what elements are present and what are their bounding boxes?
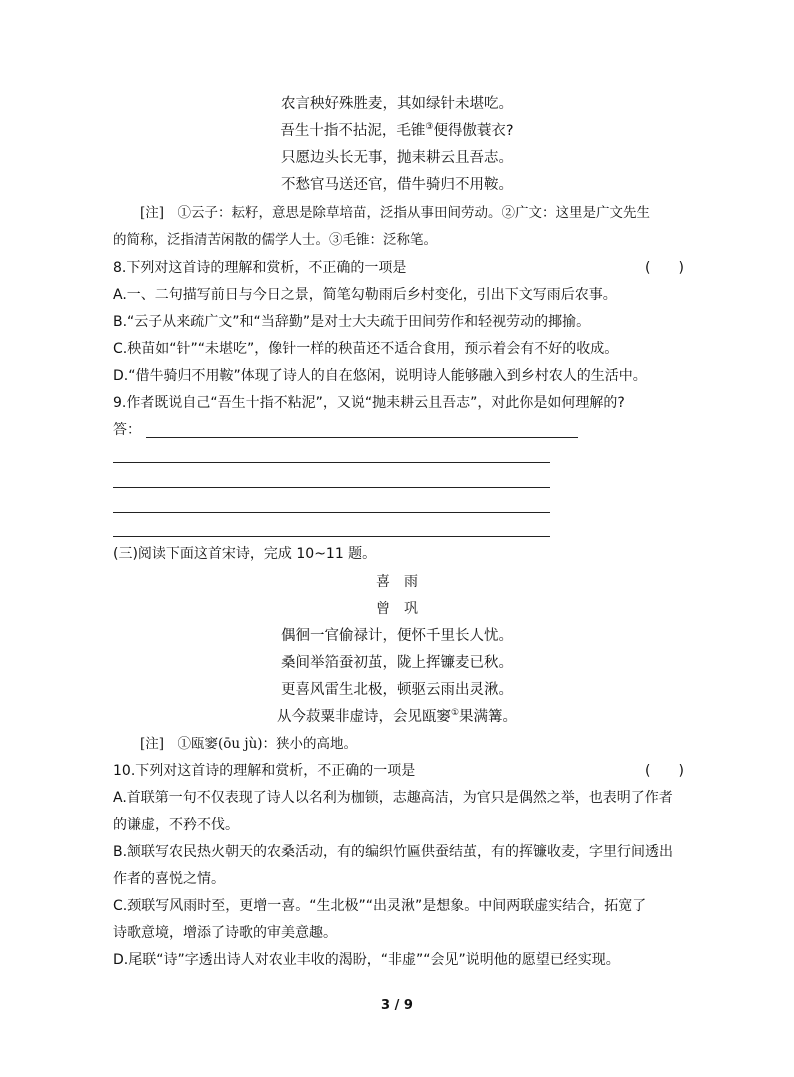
answer-line[interactable] bbox=[146, 437, 578, 438]
poem1-line-4: 不愁官马送还官，借牛骑归不用鞍。 bbox=[281, 177, 513, 193]
q8-option-d: D.“借牛骑归不用鞍”体现了诗人的自在悠闲，说明诗人能够融入到乡村农人的生活中。 bbox=[113, 368, 647, 384]
note1-line-1: [注] ①云子：耘籽，意思是除草培苗，泛指从事田间劳动。②广文：这里是广文先生 bbox=[140, 205, 651, 221]
q8-option-b: B.“云子从来疏广文”和“当辞勤”是对士大夫疏于田间劳作和轻视劳动的揶揄。 bbox=[113, 314, 591, 330]
q8-answer-paren: ( ) bbox=[645, 260, 684, 276]
q10-option-b-line2: 作者的喜悦之情。 bbox=[113, 871, 225, 887]
answer-line[interactable] bbox=[113, 462, 550, 463]
poem1-line-2-a: 吾生十指不拈泥，毛锥 bbox=[280, 123, 426, 139]
poem1-line-2-b: 便得傲蓑衣? bbox=[433, 123, 514, 139]
q8-option-c: C.秧苗如“针”“未堪吃”，像针一样的秧苗还不适合食用，预示着会有不好的收成。 bbox=[113, 341, 619, 357]
poem1-line-3: 只愿边头长无事，抛耒耕云且吾志。 bbox=[281, 150, 513, 166]
q9-answer-label: 答： bbox=[113, 422, 141, 438]
footnote-mark: ③ bbox=[425, 122, 434, 133]
q9-stem: 9.作者既说自己“吾生十指不粘泥”，又说“抛耒耕云且吾志”，对此你是如何理解的? bbox=[113, 395, 625, 411]
answer-line[interactable] bbox=[113, 487, 550, 488]
q10-option-b-line1: B.颔联写农民热火朝天的农桑活动，有的编织竹匾供蚕结茧，有的挥镰收麦，字里行间透出 bbox=[113, 844, 674, 860]
footnote-mark: ① bbox=[450, 708, 460, 719]
note2: [注] ①瓯窭(ōu jù)：狭小的高地。 bbox=[140, 736, 358, 752]
q8-stem: 8.下列对这首诗的理解和赏析，不正确的一项是 bbox=[113, 260, 407, 276]
q10-option-a-line2: 的谦虚，不矜不伐。 bbox=[113, 817, 239, 833]
q10-option-a-line1: A.首联第一句不仅表现了诗人以名利为枷锁，志趣高洁，为官只是偶然之举，也表明了作者 bbox=[113, 790, 673, 806]
poem2-line-2: 桑间举箔蚕初茧，陇上挥镰麦已秋。 bbox=[281, 655, 513, 671]
q8-option-a: A.一、二句描写前日与今日之景，简笔勾勒雨后乡村变化，引出下文写雨后农事。 bbox=[113, 287, 617, 303]
page-number: 3 / 9 bbox=[381, 998, 413, 1013]
poem2-title: 喜 雨 bbox=[376, 574, 418, 590]
answer-line[interactable] bbox=[113, 512, 550, 513]
q10-option-c-line2: 诗歌意境，增添了诗歌的审美意趣。 bbox=[113, 925, 337, 941]
poem2-author: 曾 巩 bbox=[376, 601, 418, 617]
poem2-line-4 bbox=[0, 707, 794, 727]
q10-option-c-line1: C.颈联写风雨时至，更增一喜。“生北极”“出灵湫”是想象。中间两联虚实结合，拓宽了 bbox=[113, 898, 647, 914]
poem2-line-4-b: 果满篝。 bbox=[459, 709, 518, 725]
q10-answer-paren: ( ) bbox=[645, 763, 684, 779]
section3-intro: (三)阅读下面这首宋诗，完成 10~11 题。 bbox=[113, 546, 377, 562]
q10-stem: 10.下列对这首诗的理解和赏析，不正确的一项是 bbox=[113, 763, 416, 779]
poem2-line-3: 更喜风雷生北极，顿驱云雨出灵湫。 bbox=[281, 682, 513, 698]
note1-line-2: 的简称，泛指清苦闲散的儒学人士。③毛锥：泛称笔。 bbox=[113, 232, 437, 248]
q10-option-d: D.尾联“诗”字透出诗人对农业丰收的渴盼，“非虚”“会见”说明他的愿望已经实现。 bbox=[113, 952, 620, 968]
poem1-line-1: 农言秧好殊胜麦，其如绿针未堪吃。 bbox=[281, 96, 513, 112]
poem2-line-1: 偶徊一官偷禄计，便怀千里长人忧。 bbox=[281, 628, 513, 644]
answer-line[interactable] bbox=[113, 536, 550, 537]
poem1-line-2 bbox=[0, 121, 794, 141]
poem2-line-4-a: 从今菽粟非虚诗，会见瓯窭 bbox=[276, 709, 451, 725]
